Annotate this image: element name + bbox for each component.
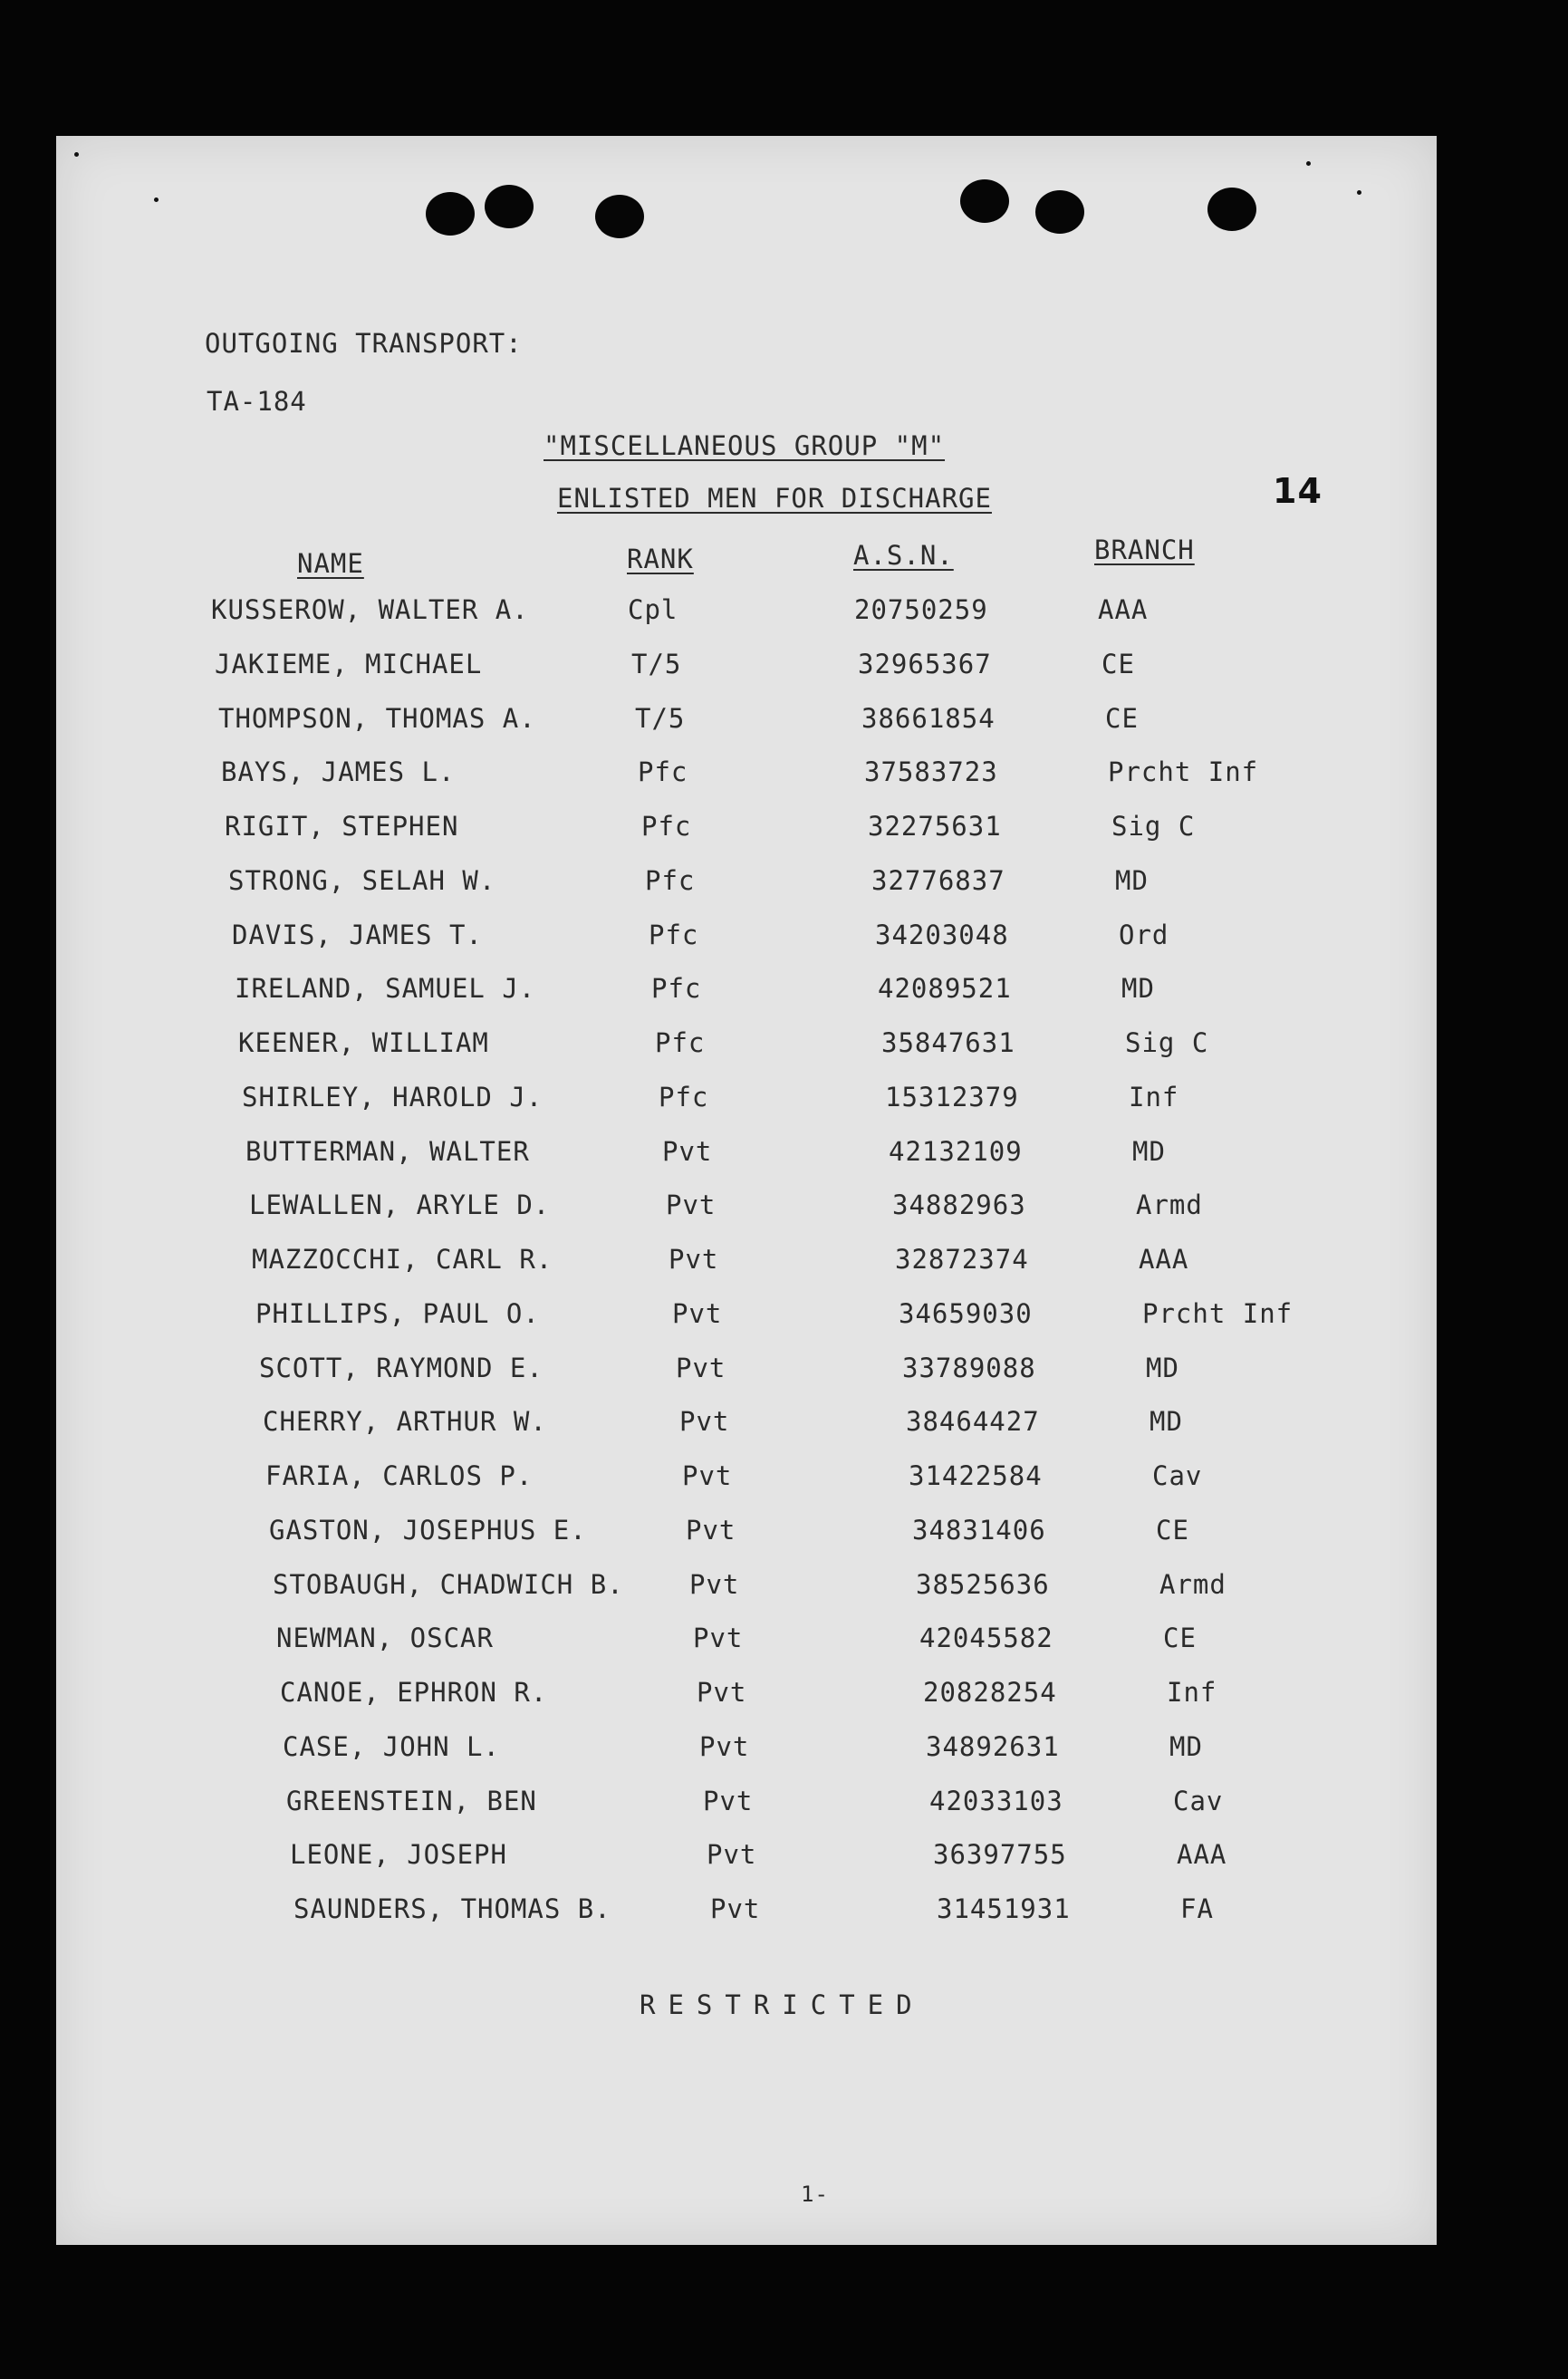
row-name: SHIRLEY, HAROLD J. — [242, 1082, 544, 1112]
row-name: MAZZOCCHI, CARL R. — [252, 1244, 553, 1275]
row-asn: 32275631 — [868, 811, 1002, 842]
row-name: RIGIT, STEPHEN — [225, 811, 459, 842]
row-name: DAVIS, JAMES T. — [232, 920, 483, 950]
column-header-branch: BRANCH — [1094, 535, 1195, 565]
row-branch: Ord — [1119, 920, 1169, 950]
row-name: SAUNDERS, THOMAS B. — [293, 1893, 611, 1924]
row-branch: MD — [1121, 973, 1155, 1004]
row-branch: CE — [1101, 649, 1135, 679]
row-asn: 34831406 — [912, 1515, 1046, 1546]
row-name: SCOTT, RAYMOND E. — [259, 1353, 544, 1383]
row-rank: Pvt — [707, 1839, 757, 1870]
row-name: LEONE, JOSEPH — [290, 1839, 507, 1870]
row-branch: Armd — [1159, 1569, 1227, 1600]
column-header-asn: A.S.N. — [853, 540, 954, 571]
row-rank: Pvt — [686, 1515, 736, 1546]
row-rank: Pfc — [645, 865, 696, 896]
row-asn: 33789088 — [902, 1353, 1036, 1383]
row-name: NEWMAN, OSCAR — [276, 1623, 494, 1653]
row-asn: 32965367 — [858, 649, 992, 679]
row-branch: MD — [1132, 1136, 1166, 1167]
row-asn: 20750259 — [854, 594, 988, 625]
row-asn: 42033103 — [929, 1786, 1063, 1816]
document-subtitle: ENLISTED MEN FOR DISCHARGE — [557, 483, 992, 514]
row-branch: Prcht Inf — [1142, 1298, 1294, 1329]
row-name: PHILLIPS, PAUL O. — [255, 1298, 540, 1329]
row-branch: Inf — [1167, 1677, 1217, 1708]
row-branch: CE — [1156, 1515, 1189, 1546]
row-rank: Pvt — [703, 1786, 754, 1816]
row-asn: 34882963 — [892, 1190, 1026, 1220]
group-title: "MISCELLANEOUS GROUP "M" — [544, 430, 946, 461]
row-rank: Pvt — [666, 1190, 717, 1220]
row-branch: Cav — [1152, 1460, 1203, 1491]
row-name: IRELAND, SAMUEL J. — [235, 973, 536, 1004]
row-rank: Pvt — [676, 1353, 726, 1383]
row-asn: 34892631 — [926, 1731, 1060, 1762]
row-name: KEENER, WILLIAM — [238, 1027, 489, 1058]
row-rank: Pvt — [710, 1893, 761, 1924]
row-name: FARIA, CARLOS P. — [265, 1460, 534, 1491]
row-asn: 32776837 — [871, 865, 1005, 896]
row-name: BUTTERMAN, WALTER — [245, 1136, 530, 1167]
row-asn: 37583723 — [864, 756, 998, 787]
row-branch: Inf — [1129, 1082, 1179, 1112]
row-asn: 15312379 — [885, 1082, 1019, 1112]
row-asn: 38464427 — [906, 1406, 1040, 1437]
row-branch: MD — [1169, 1731, 1203, 1762]
row-rank: Pvt — [682, 1460, 733, 1491]
row-rank: Pvt — [672, 1298, 723, 1329]
row-rank: Pvt — [679, 1406, 730, 1437]
row-branch: CE — [1163, 1623, 1197, 1653]
row-asn: 35847631 — [881, 1027, 1015, 1058]
row-rank: Cpl — [628, 594, 678, 625]
row-rank: Pfc — [659, 1082, 709, 1112]
transport-id: TA-184 — [207, 386, 307, 417]
row-branch: AAA — [1098, 594, 1149, 625]
row-name: GREENSTEIN, BEN — [286, 1786, 537, 1816]
row-asn: 34203048 — [875, 920, 1009, 950]
row-asn: 20828254 — [923, 1677, 1057, 1708]
row-name: KUSSEROW, WALTER A. — [211, 594, 529, 625]
row-branch: Cav — [1173, 1786, 1224, 1816]
row-rank: Pvt — [693, 1623, 744, 1653]
row-name: STRONG, SELAH W. — [228, 865, 496, 896]
row-branch: Sig C — [1125, 1027, 1209, 1058]
column-header-name: NAME — [297, 548, 364, 579]
row-rank: Pfc — [638, 756, 688, 787]
row-rank: Pfc — [649, 920, 699, 950]
row-rank: Pvt — [697, 1677, 747, 1708]
row-branch: MD — [1115, 865, 1149, 896]
row-name: JAKIEME, MICHAEL — [215, 649, 483, 679]
row-rank: Pfc — [651, 973, 702, 1004]
row-name: STOBAUGH, CHADWICH B. — [273, 1569, 624, 1600]
page-number: 14 — [1273, 471, 1323, 511]
row-rank: Pfc — [641, 811, 692, 842]
row-branch: MD — [1150, 1406, 1183, 1437]
row-rank: T/5 — [631, 649, 682, 679]
row-asn: 38525636 — [916, 1569, 1050, 1600]
row-rank: Pvt — [662, 1136, 713, 1167]
row-asn: 38661854 — [861, 703, 996, 734]
row-rank: Pvt — [689, 1569, 740, 1600]
row-rank: Pvt — [699, 1731, 750, 1762]
row-name: CANOE, EPHRON R. — [280, 1677, 548, 1708]
row-branch: FA — [1180, 1893, 1214, 1924]
row-branch: AAA — [1139, 1244, 1189, 1275]
row-name: LEWALLEN, ARYLE D. — [249, 1190, 551, 1220]
row-rank: T/5 — [635, 703, 686, 734]
row-asn: 31422584 — [909, 1460, 1043, 1491]
row-branch: AAA — [1177, 1839, 1227, 1870]
row-branch: Sig C — [1111, 811, 1196, 842]
row-branch: Armd — [1136, 1190, 1203, 1220]
classification-stamp: RESTRICTED — [640, 1989, 925, 2020]
row-asn: 42132109 — [889, 1136, 1023, 1167]
row-name: GASTON, JOSEPHUS E. — [269, 1515, 587, 1546]
row-asn: 32872374 — [895, 1244, 1029, 1275]
column-header-rank: RANK — [627, 544, 694, 574]
row-name: CHERRY, ARTHUR W. — [263, 1406, 547, 1437]
row-asn: 36397755 — [933, 1839, 1067, 1870]
row-name: BAYS, JAMES L. — [221, 756, 456, 787]
row-branch: CE — [1105, 703, 1139, 734]
row-name: THOMPSON, THOMAS A. — [218, 703, 536, 734]
row-asn: 34659030 — [899, 1298, 1033, 1329]
page-marker: 1- — [801, 2182, 829, 2207]
row-name: CASE, JOHN L. — [283, 1731, 500, 1762]
row-asn: 42089521 — [878, 973, 1012, 1004]
transport-label: OUTGOING TRANSPORT: — [205, 328, 523, 359]
row-branch: MD — [1146, 1353, 1179, 1383]
row-branch: Prcht Inf — [1108, 756, 1259, 787]
row-asn: 31451931 — [937, 1893, 1071, 1924]
row-asn: 42045582 — [919, 1623, 1053, 1653]
row-rank: Pfc — [655, 1027, 706, 1058]
row-rank: Pvt — [669, 1244, 719, 1275]
